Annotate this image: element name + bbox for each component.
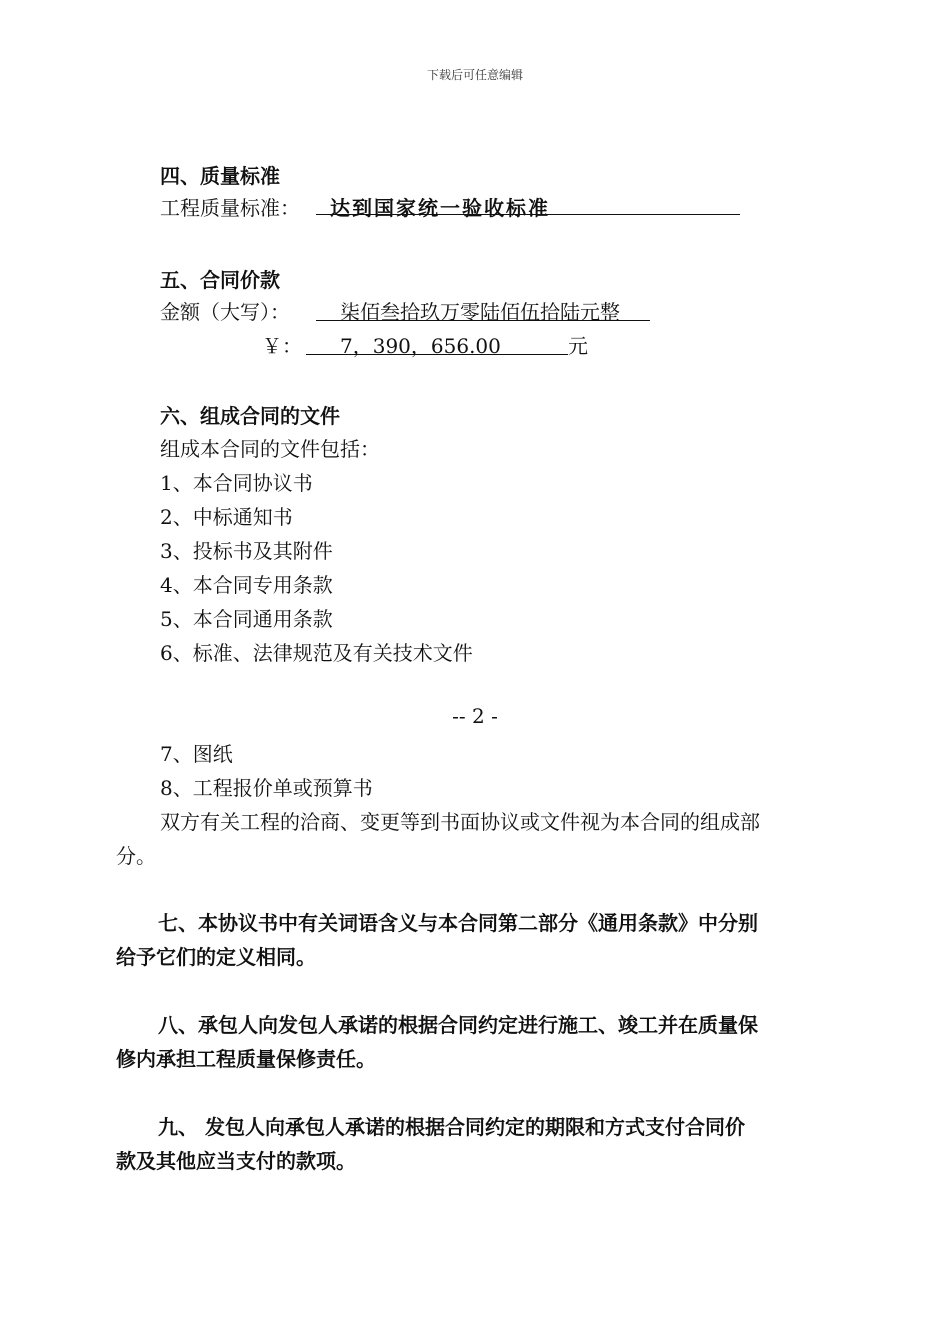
documents-intro: 组成本合同的文件包括： [160,437,380,461]
section-8-line-1: 八、承包人向发包人承诺的根据合同约定进行施工、竣工并在质量保 [158,1013,758,1037]
documents-note-line-1: 双方有关工程的洽商、变更等到书面协议或文件视为本合同的组成部 [160,810,760,834]
section-7-line-2: 给予它们的定义相同。 [116,945,316,969]
amount-number-value: 7，390，656.00 [340,334,501,358]
section-9-line-2: 款及其他应当支付的款项。 [116,1149,356,1173]
section-7-paragraph [116,906,836,974]
amount-words-value: 柒佰叁拾玖万零陆佰伍拾陆元整 [340,300,620,324]
document-item: 4、本合同专用条款 [160,573,333,597]
section-9-line-1: 九、 发包人向承包人承诺的根据合同约定的期限和方式支付合同价 [158,1115,745,1139]
amount-words-label: 金额（大写）： [160,300,290,324]
section-9-paragraph [116,1110,836,1178]
amount-unit: 元 [568,334,588,358]
page-header-note: 下载后可任意编辑 [426,68,523,82]
document-item: 1、本合同协议书 [160,471,313,495]
page-number: -- 2 - [452,704,498,728]
section-7-line-1: 七、本协议书中有关词语含义与本合同第二部分《通用条款》中分别 [158,911,758,935]
document-item: 3、投标书及其附件 [160,539,333,563]
document-item: 7、图纸 [160,742,233,766]
quality-standard-label: 工程质量标准： [160,196,300,220]
quality-standard-value: 达到国家统一验收标准 [330,196,550,220]
document-item: 8、工程报价单或预算书 [160,776,373,800]
documents-note-line-2: 分。 [116,844,156,868]
document-item: 2、中标通知书 [160,505,293,529]
document-item: 6、标准、法律规范及有关技术文件 [160,641,473,665]
section-4-heading: 四、质量标准 [160,164,280,188]
yen-label: ￥： [262,334,302,358]
section-8-line-2: 修内承担工程质量保修责任。 [116,1047,376,1071]
section-6-heading: 六、组成合同的文件 [160,404,340,428]
section-5-heading: 五、合同价款 [160,268,280,292]
document-item: 5、本合同通用条款 [160,607,333,631]
section-8-paragraph [116,1008,836,1076]
